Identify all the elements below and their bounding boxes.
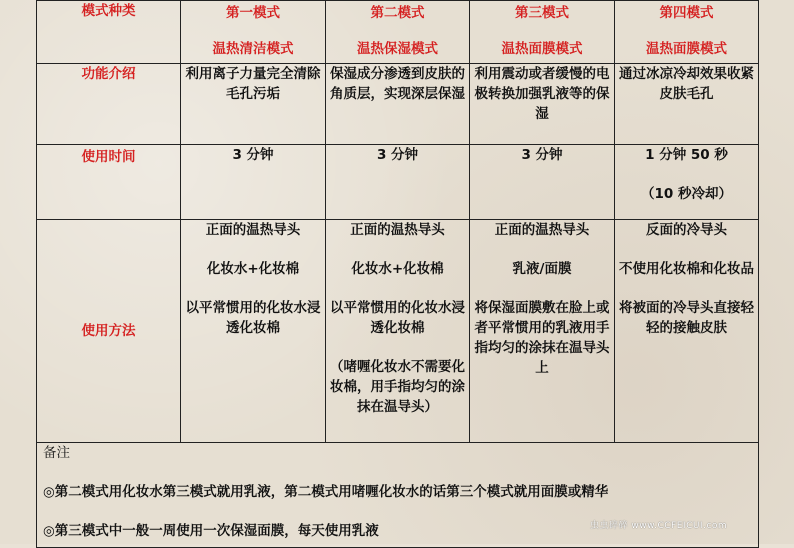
time-cell-3 xyxy=(470,145,615,220)
mode-4-sub: 温热面膜模式 xyxy=(646,41,727,57)
header-label-cell xyxy=(37,1,181,64)
method-4-step-2: 不使用化妆棉和化妆品 xyxy=(619,261,754,277)
function-text-2: 保湿成分渗透到皮肤的角质层，实现深层保湿 xyxy=(330,66,465,102)
method-label-cell xyxy=(37,220,181,443)
mode-4-name: 第四模式 xyxy=(659,5,714,21)
mode-3-sub: 温热面膜模式 xyxy=(501,41,583,57)
time-row xyxy=(37,145,759,220)
method-cell-1 xyxy=(181,220,326,443)
method-2-step-4: （啫喱化妆水不需要化妆棉，用手指均匀的涂抹在温导头） xyxy=(330,359,465,415)
header-row xyxy=(37,1,759,64)
time-text-4: 1 分钟 50 秒 xyxy=(645,147,728,163)
method-4-step-1: 反面的冷导头 xyxy=(646,222,727,238)
mode-1-header xyxy=(181,1,326,64)
notes-row xyxy=(37,443,759,548)
mode-comparison-table xyxy=(36,0,759,548)
method-1-step-1: 正面的温热导头 xyxy=(205,222,301,238)
time-text-1: 3 分钟 xyxy=(232,147,274,163)
method-row xyxy=(37,220,759,443)
method-cell-2 xyxy=(326,220,470,443)
mode-2-header xyxy=(326,1,470,64)
mode-3-name: 第三模式 xyxy=(515,5,569,21)
method-cell-3 xyxy=(470,220,615,443)
time-text-2: 3 分钟 xyxy=(376,147,419,163)
note-line-1: ◎第二模式用化妆水第三模式就用乳液，第二模式用啫喱化妆水的话第三个模式就用面膜或精华 xyxy=(43,484,609,500)
mode-2-sub: 温热保湿模式 xyxy=(357,41,438,57)
function-label-cell xyxy=(37,64,181,145)
method-2-step-2: 化妆水+化妆棉 xyxy=(351,261,444,277)
function-label: 功能介绍 xyxy=(81,66,136,82)
method-3-step-1: 正面的温热导头 xyxy=(494,222,590,238)
function-cell-3 xyxy=(470,64,615,145)
mode-2-name: 第二模式 xyxy=(370,5,425,21)
method-1-step-3: 以平常惯用的化妆水浸透化妆棉 xyxy=(185,300,321,336)
header-label: 模式种类 xyxy=(81,3,136,19)
time-cooldown: （10 秒冷却） xyxy=(641,186,732,202)
function-text-4: 通过冰凉冷却效果收紧皮肤毛孔 xyxy=(619,66,754,102)
function-cell-2 xyxy=(326,64,470,145)
function-text-1: 利用离子力量完全清除毛孔污垢 xyxy=(185,66,321,102)
time-text-3: 3 分钟 xyxy=(521,147,563,163)
method-1-step-2: 化妆水+化妆棉 xyxy=(206,261,300,277)
time-cell-2 xyxy=(326,145,470,220)
function-row xyxy=(37,64,759,145)
function-cell-1 xyxy=(181,64,326,145)
method-label: 使用方法 xyxy=(81,323,136,339)
method-cell-4 xyxy=(615,220,759,443)
method-3-step-3: 将保湿面膜敷在脸上或者平常惯用的乳液用手指均匀的涂抹在温导头上 xyxy=(474,300,610,376)
function-cell-4 xyxy=(615,64,759,145)
mode-1-sub: 温热清洁模式 xyxy=(212,41,294,57)
note-line-2: ◎第三模式中一般一周使用一次保湿面膜，每天使用乳液 xyxy=(43,523,379,539)
mode-4-header xyxy=(615,1,759,64)
time-cell-4 xyxy=(615,145,759,220)
time-label: 使用时间 xyxy=(81,149,136,165)
notes-cell xyxy=(37,443,759,548)
site-watermark: 虫虫碎碎 www.CCFEICUI.com xyxy=(590,521,728,531)
method-2-step-3: 以平常惯用的化妆水浸透化妆棉 xyxy=(330,300,465,336)
method-3-step-2: 乳液/面膜 xyxy=(512,261,572,277)
function-text-3: 利用震动或者缓慢的电极转换加强乳液等的保湿 xyxy=(474,66,610,122)
time-label-cell xyxy=(37,145,181,220)
mode-3-header xyxy=(470,1,615,64)
time-cell-1 xyxy=(181,145,326,220)
mode-1-name: 第一模式 xyxy=(226,5,280,21)
notes-title: 备注 xyxy=(43,445,70,461)
method-4-step-3: 将被面的冷导头直接轻轻的接触皮肤 xyxy=(619,300,754,336)
method-2-step-1: 正面的温热导头 xyxy=(350,222,445,238)
